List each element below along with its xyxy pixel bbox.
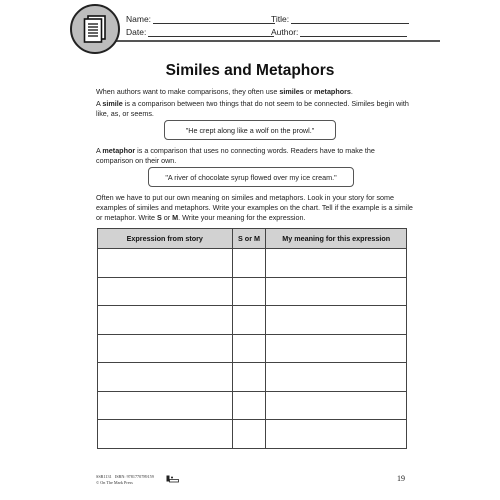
table-row <box>98 249 407 278</box>
publisher-logo <box>166 475 179 483</box>
title-field[interactable] <box>271 14 409 24</box>
simile-example-box <box>164 120 336 140</box>
date-field[interactable] <box>126 27 274 37</box>
header-rule <box>96 40 440 42</box>
meaning-cell[interactable] <box>266 420 407 449</box>
similes-chart <box>97 228 407 449</box>
footer-meta <box>96 474 154 486</box>
term-metaphors: metaphors <box>314 87 351 96</box>
author-field[interactable] <box>271 27 407 37</box>
table-row <box>98 420 407 449</box>
date-line[interactable] <box>148 28 274 37</box>
metaphor-definition: A metaphor is a comparison that uses no connecting words. Readers have to make the comparison on their own. <box>96 146 375 165</box>
expression-cell[interactable] <box>98 363 233 392</box>
expression-cell[interactable] <box>98 391 233 420</box>
date-label: Date: <box>126 27 147 37</box>
term-similes: similes <box>279 87 304 96</box>
s-or-m-cell[interactable] <box>232 420 266 449</box>
s-or-m-cell[interactable] <box>232 363 266 392</box>
product-code: SSR1131 ISBN: 9781770789159 <box>96 474 154 479</box>
table-row <box>98 391 407 420</box>
page-title: Similes and Metaphors <box>165 62 335 79</box>
header-circle <box>70 4 120 54</box>
table-row <box>98 277 407 306</box>
chart-header-row <box>98 229 407 249</box>
page-number: 19 <box>397 474 405 483</box>
expression-cell[interactable] <box>98 334 233 363</box>
header-s-or-m: S or M <box>232 229 266 249</box>
table-row <box>98 334 407 363</box>
instructions-paragraph: Often we have to put our own meaning on similes and metaphors. Look in your story for some examples of similes and metaphors. Write your examples on the chart. Tell if the example is a simile or metaphor. Write S or M. Write your meaning for the expression. <box>96 193 413 222</box>
s-or-m-cell[interactable] <box>232 334 266 363</box>
term-simile: simile <box>102 99 123 108</box>
title-label: Title: <box>271 14 290 24</box>
expression-cell[interactable] <box>98 249 233 278</box>
meaning-cell[interactable] <box>266 249 407 278</box>
term-metaphor: metaphor <box>102 146 136 155</box>
simile-example-text: "He crept along like a wolf on the prowl." <box>185 125 315 135</box>
name-line[interactable] <box>153 15 275 24</box>
metaphor-example-text: "A river of chocolate syrup flowed over my ice cream." <box>165 172 337 182</box>
meaning-cell[interactable] <box>266 391 407 420</box>
meaning-cell[interactable] <box>266 334 407 363</box>
title-line[interactable] <box>291 15 409 24</box>
author-label: Author: <box>271 27 299 37</box>
document-icon <box>83 15 107 43</box>
meaning-cell[interactable] <box>266 277 407 306</box>
expression-cell[interactable] <box>98 306 233 335</box>
intro-paragraph: When authors want to make comparisons, they often use similes or metaphors. <box>96 87 353 96</box>
meaning-cell[interactable] <box>266 306 407 335</box>
header-meaning: My meaning for this expression <box>266 229 407 249</box>
expression-cell[interactable] <box>98 277 233 306</box>
header-expression: Expression from story <box>98 229 233 249</box>
meaning-cell[interactable] <box>266 363 407 392</box>
s-or-m-cell[interactable] <box>232 277 266 306</box>
metaphor-example-box <box>148 167 354 187</box>
expression-cell[interactable] <box>98 420 233 449</box>
copyright: © On The Mark Press <box>96 480 133 485</box>
name-label: Name: <box>126 14 152 24</box>
s-or-m-cell[interactable] <box>232 306 266 335</box>
author-line[interactable] <box>300 28 407 37</box>
table-row <box>98 363 407 392</box>
s-or-m-cell[interactable] <box>232 249 266 278</box>
simile-definition: A simile is a comparison between two things that do not seem to be connected. Similes begin with like, as, or seems. <box>96 99 409 118</box>
s-or-m-cell[interactable] <box>232 391 266 420</box>
name-field[interactable] <box>126 14 275 24</box>
table-row <box>98 306 407 335</box>
